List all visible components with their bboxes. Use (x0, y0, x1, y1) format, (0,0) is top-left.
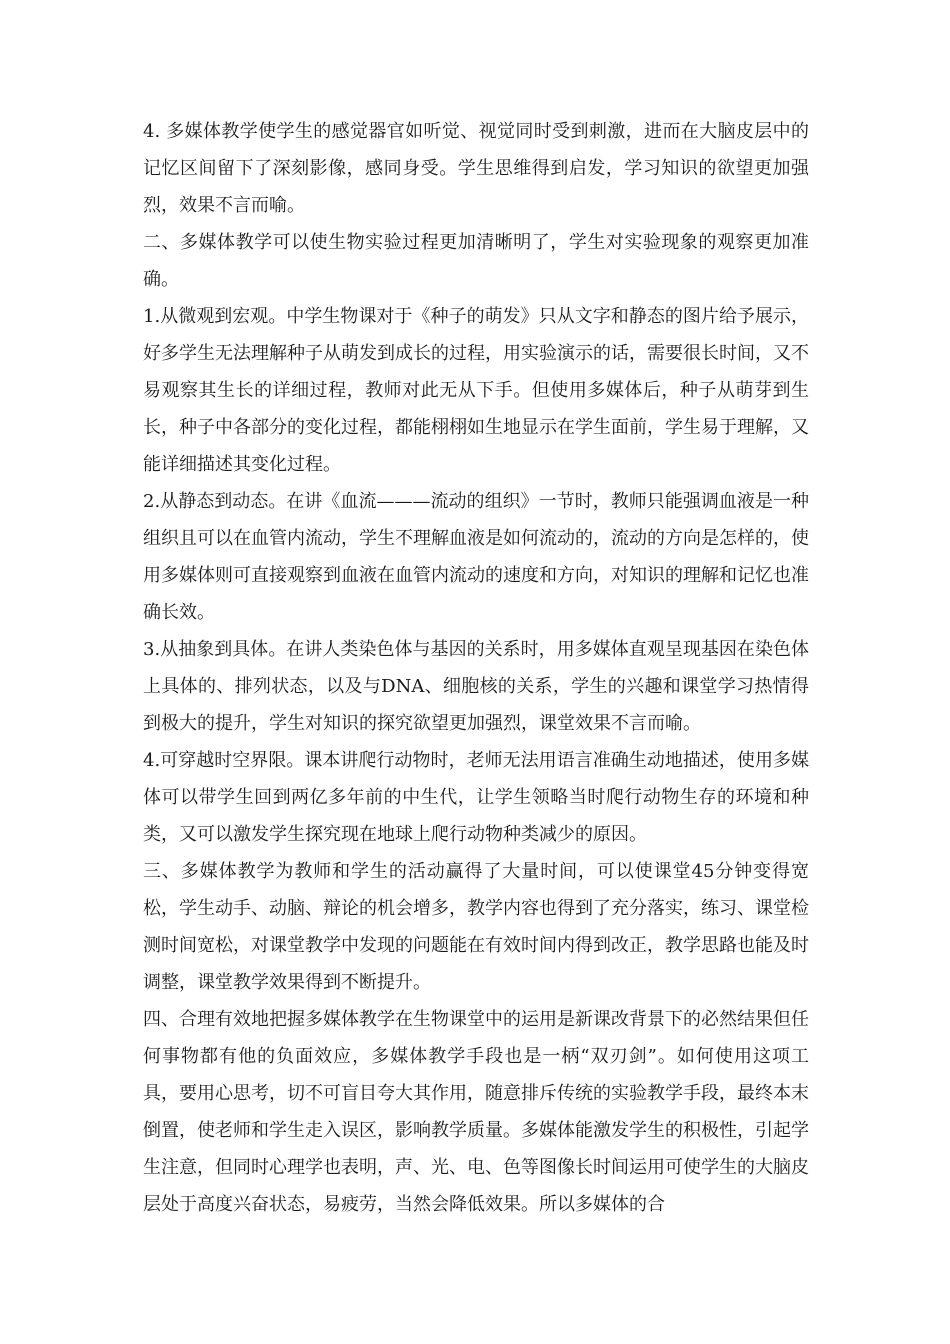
paragraph-4: 2.从静态到动态。在讲《血流———流动的组织》一节时，教师只能强调血液是一种组织且可以在血管内流动，学生不理解血液是如何流动的，流动的方向是怎样的，使用多媒体则可直接观察到血液在血管内流动的速度和方向，对知识的理解和记忆也准确长效。 (143, 491, 809, 623)
paragraph-2: 二、多媒体教学可以使生物实验过程更加清晰明了，学生对实验现象的观察更加准确。 (143, 232, 809, 290)
paragraph-8: 四、合理有效地把握多媒体教学在生物课堂中的运用是新课改背景下的必然结果但任何事物都有他的负面效应，多媒体教学手段也是一柄“双刃剑”。如何使用这项工具，要用心思考，切不可盲目夸大其作用，随意排斥传统的实验教学手段，最终本末倒置，使老师和学生走入误区，影响教学质量。多媒体能激发学生的积极性，引起学生注意，但同时心理学也表明，声、光、电、色等图像长时间运用可使学生的大脑皮层处于高度兴奋状态，易疲劳，当然会降低效果。所以多媒体的合 (143, 1009, 809, 1215)
paragraph-3: 1.从微观到宏观。中学生物课对于《种子的萌发》只从文字和静态的图片给予展示，好多学生无法理解种子从萌发到成长的过程，用实验演示的话，需要很长时间，又不易观察其生长的详细过程，教师对此无从下手。但使用多媒体后，种子从萌芽到生长，种子中各部分的变化过程，都能栩栩如生地显示在学生面前，学生易于理解，又能详细描述其变化过程。 (143, 306, 809, 475)
body-text (143, 113, 809, 1223)
paragraph-1: 4. 多媒体教学使学生的感觉器官如听觉、视觉同时受到刺激，进而在大脑皮层中的记忆区间留下了深刻影像，感同身受。学生思维得到启发，学习知识的欲望更加强烈，效果不言而喻。 (143, 121, 809, 216)
paragraph-7: 三、多媒体教学为教师和学生的活动赢得了大量时间，可以使课堂45分钟变得宽松，学生动手、动脑、辩论的机会增多，教学内容也得到了充分落实，练习、课堂检测时间宽松，对课堂教学中发现的问题能在有效时间内得到改正，教学思路也能及时调整，课堂教学效果得到不断提升。 (143, 861, 809, 993)
paragraph-5: 3.从抽象到具体。在讲人类染色体与基因的关系时，用多媒体直观呈现基因在染色体上具体的、排列状态，以及与DNA、细胞核的关系，学生的兴趣和课堂学习热情得到极大的提升，学生对知识的探究欲望更加强烈，课堂效果不言而喻。 (143, 639, 809, 734)
paragraph-6: 4.可穿越时空界限。课本讲爬行动物时，老师无法用语言准确生动地描述，使用多媒体可以带学生回到两亿多年前的中生代，让学生领略当时爬行动物生存的环境和种类，又可以激发学生探究现在地球上爬行动物种类减少的原因。 (143, 750, 809, 845)
